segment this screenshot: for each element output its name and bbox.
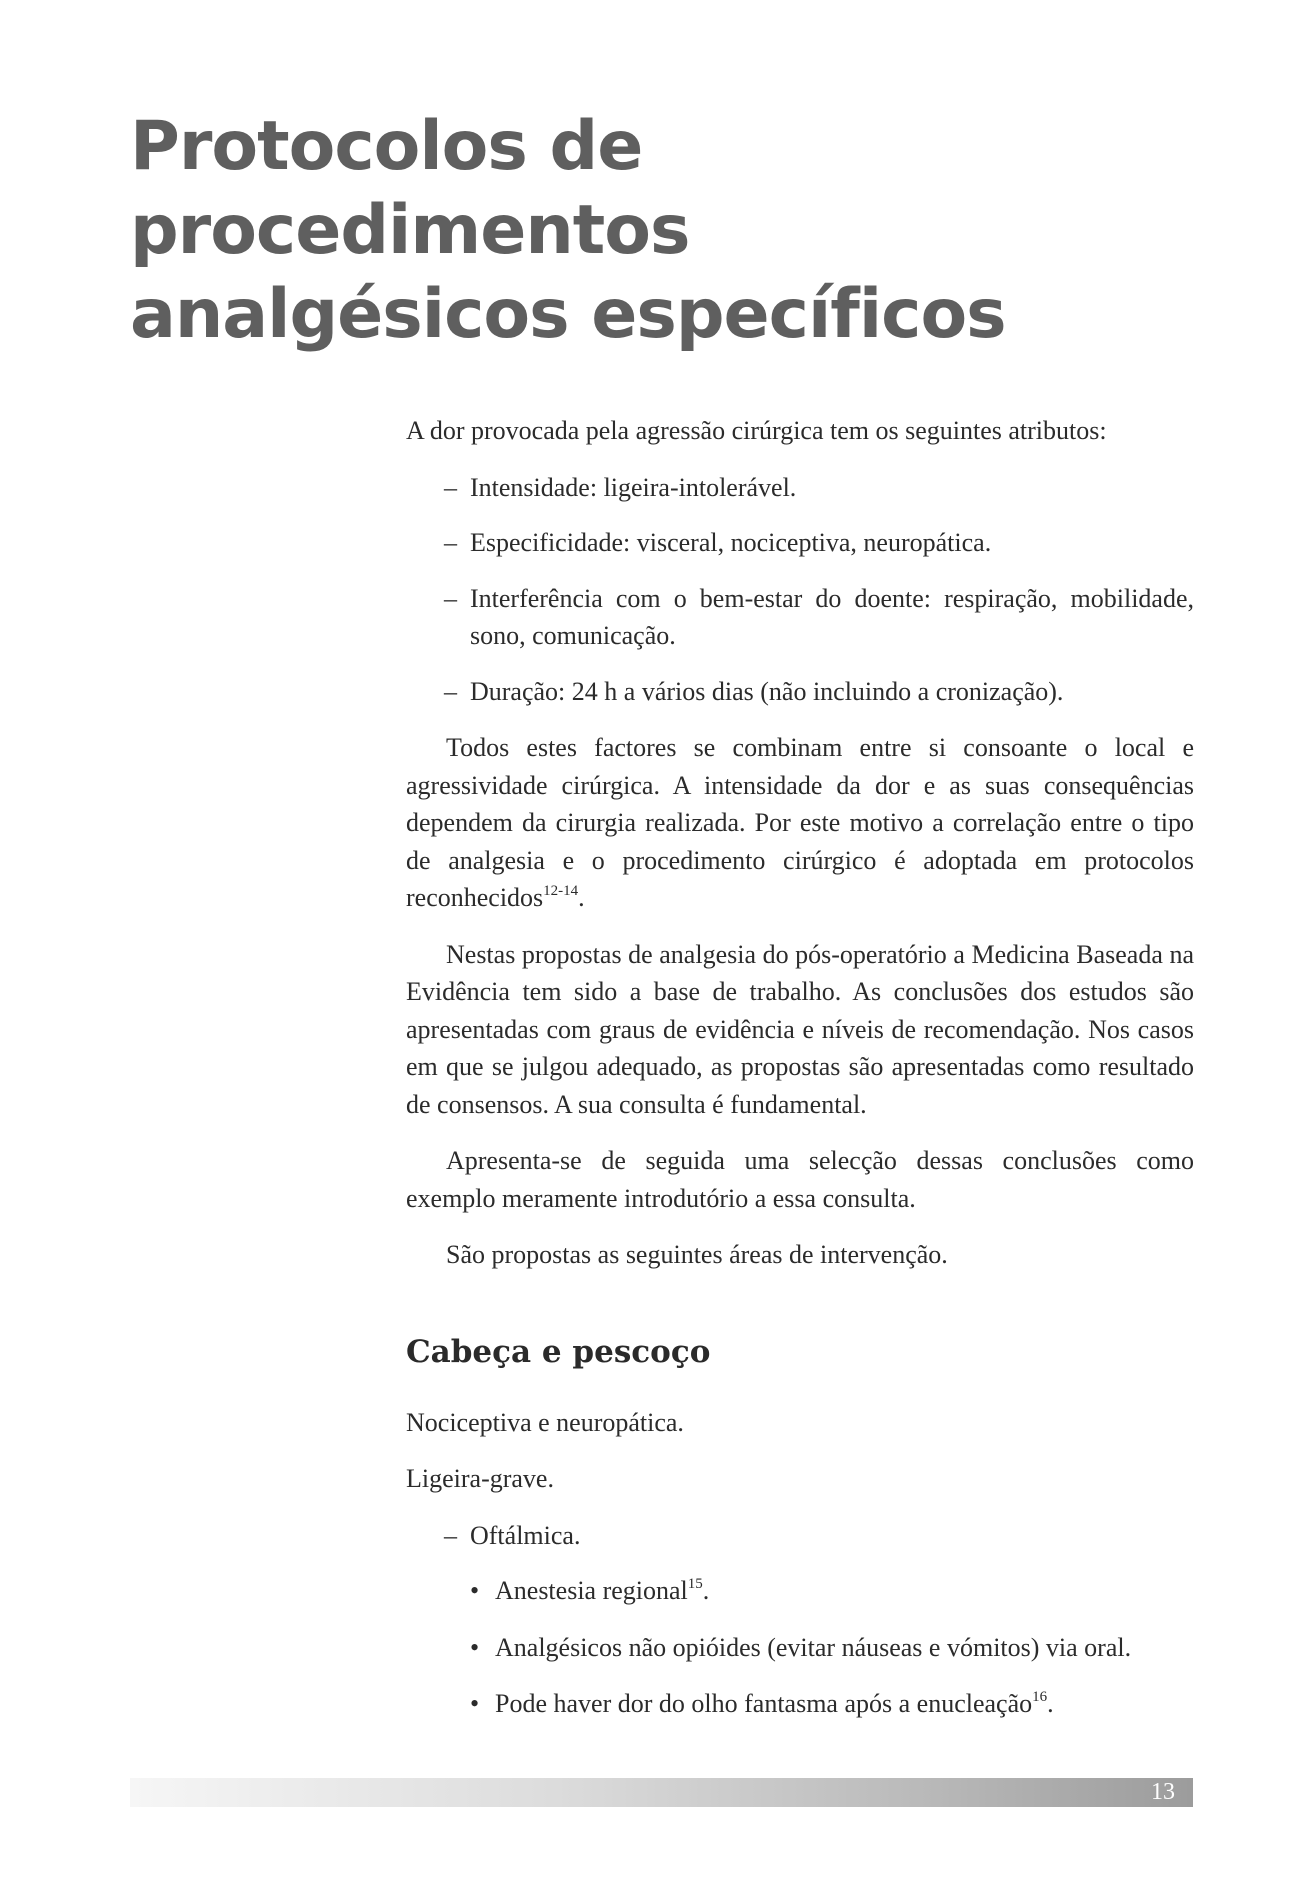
reference-superscript: 12-14 <box>543 883 579 899</box>
list-item: • Analgésicos não opióides (evitar náuseas e vómitos) via oral. <box>406 1629 1194 1667</box>
footer-bar <box>130 1778 1193 1807</box>
page-title-line-2: analgésicos específicos <box>130 275 1006 354</box>
intro-paragraph: A dor provocada pela agressão cirúrgica tem os seguintes atributos: <box>406 416 1107 445</box>
list-item: • Anestesia regional$^{15}$. <box>406 1572 1194 1610</box>
dash-marker: – <box>444 676 457 706</box>
paragraph-areas: São propostas as seguintes áreas de intervenção. <box>446 1240 948 1269</box>
attributes-list <box>406 469 1194 711</box>
ophthalmic-bullets <box>406 1572 1194 1723</box>
dash-marker: – <box>444 583 457 613</box>
pain-severity: Ligeira-grave. <box>406 1464 554 1493</box>
paragraph-selection: Apresenta-se de seguida uma selecção dessas conclusões como exemplo meramente introdutório a essa consulta. <box>406 1146 1194 1213</box>
pain-type: Nociceptiva e neuropática. <box>406 1407 684 1437</box>
body-text <box>406 412 1194 1742</box>
page-title-line-1: Protocolos de procedimentos <box>130 107 690 270</box>
list-item: – Oftálmica. <box>406 1517 1194 1555</box>
list-item: – Intensidade: ligeira-intolerável. <box>406 469 1194 507</box>
bullet-marker: • <box>470 1576 480 1605</box>
page-title <box>130 105 1190 357</box>
subsection-list <box>406 1517 1194 1555</box>
list-item: • Pode haver dor do olho fantasma após a enucleação$^{16}$. <box>406 1685 1194 1723</box>
list-item: – Interferência com o bem-estar do doente: respiração, mobilidade, sono, comunicação. <box>406 580 1194 655</box>
dash-marker: – <box>444 1520 457 1550</box>
reference-superscript: 15 <box>687 1576 703 1592</box>
list-item: – Especificidade: visceral, nociceptiva, neuropática. <box>406 524 1194 562</box>
page-number: 13 <box>1151 1779 1175 1805</box>
paragraph-evidence: Nestas propostas de analgesia do pós-operatório a Medicina Baseada na Evidência tem sido a base de trabalho. As conclusões dos estudos são apresentadas com graus de evidência e níveis de recomendação. Nos casos em que se julgou adequado, as propostas são apresentadas como resultado de consensos. A sua consulta é fundamental. <box>406 939 1194 1119</box>
section-heading: Cabeça e pescoço <box>406 1333 711 1370</box>
list-item: – Duração: 24 h a vários dias (não incluindo a cronização). <box>406 673 1194 711</box>
reference-superscript: 16 <box>1032 1689 1048 1705</box>
dash-marker: – <box>444 472 457 502</box>
bullet-marker: • <box>470 1632 480 1662</box>
bullet-marker: • <box>470 1689 480 1718</box>
dash-marker: – <box>444 528 457 557</box>
paragraph-factors: Todos estes factores se combinam entre si consoante o local e agressividade cirúrgica. A intensidade da dor e as suas consequências dependem da cirurgia realizada. Por este motivo a correlação entre o tipo de analgesia e o procedimento cirúrgico é adoptada em protocolos reconhecidos$^{12-14}$. <box>406 733 1194 912</box>
